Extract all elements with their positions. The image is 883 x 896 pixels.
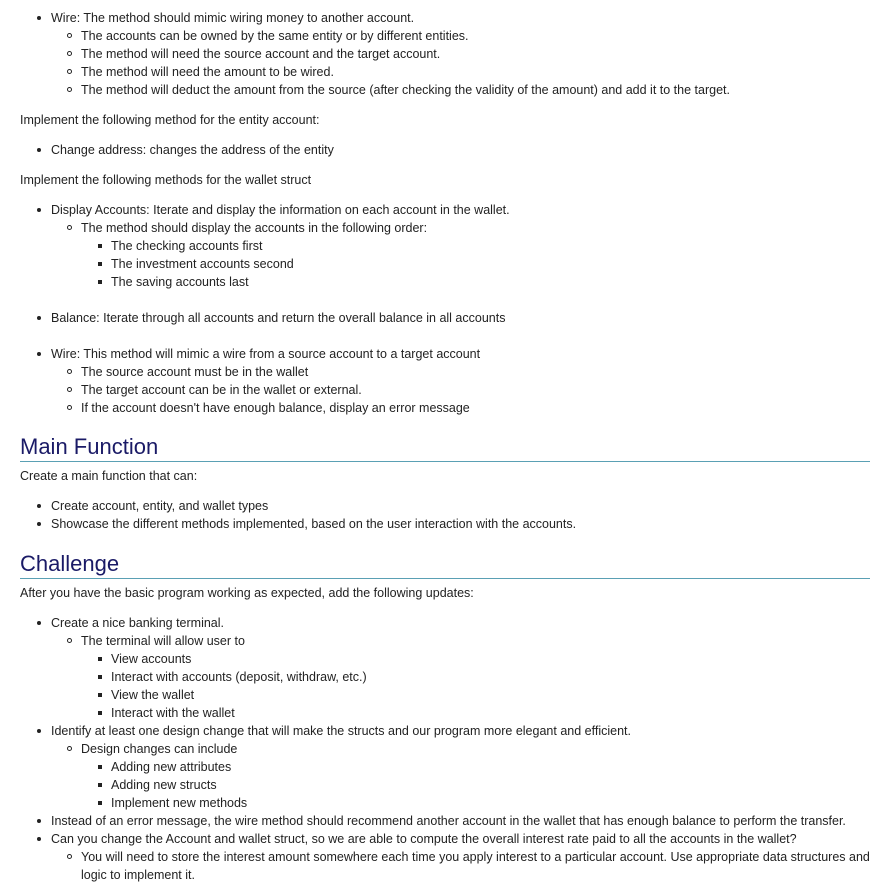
list-item: Change address: changes the address of the entity [20,141,870,159]
list-item: View accounts [81,650,870,668]
list-item: Instead of an error message, the wire method should recommend another account in the wallet that has enough balance to perform the transfer. [20,812,870,830]
entity-list [20,141,870,159]
list-item-text: Create a nice banking terminal. [51,616,225,630]
challenge-list [20,614,870,884]
list-item: If the account doesn't have enough balance, display an error message [51,399,870,417]
list-item: Balance: Iterate through all accounts and return the overall balance in all accounts [20,309,870,327]
list-item: The accounts can be owned by the same entity or by different entities. [51,27,870,45]
list-item-text: The method should display the accounts in the following order: [81,221,428,235]
challenge-heading: Challenge [20,551,870,579]
list-item: Interact with the wallet [81,704,870,722]
main-function-intro: Create a main function that can: [20,469,198,483]
list-item: The source account must be in the wallet [51,363,870,381]
list-item-text: Wire: This method will mimic a wire from a source account to a target account [51,347,481,361]
sub-sub-list [20,758,870,812]
list-item [20,345,870,417]
list-item [51,219,870,291]
list-item: Adding new structs [81,776,870,794]
list-item-text: Identify at least one design change that will make the structs and our program more elegant and efficient. [51,724,631,738]
list-item: You will need to store the interest amount somewhere each time you apply interest to a particular account. Use appropriate data structures and logic to implement it. [51,848,870,884]
list-item: The target account can be in the wallet or external. [51,381,870,399]
list-item: Create account, entity, and wallet types [20,497,870,515]
list-item [51,740,870,812]
sub-list [20,27,870,99]
list-item: The investment accounts second [81,255,870,273]
list-item [20,830,870,884]
wallet-wire-list [20,345,870,417]
list-item: Interact with accounts (deposit, withdraw, etc.) [81,668,870,686]
list-item: Showcase the different methods implemented, based on the user interaction with the accounts. [20,515,870,533]
list-item-text: Display Accounts: Iterate and display the information on each account in the wallet. [51,203,510,217]
list-item-text: Design changes can include [81,742,238,756]
list-item: Adding new attributes [81,758,870,776]
list-item-text: The terminal will allow user to [81,634,245,648]
list-item [20,9,870,99]
entity-intro: Implement the following method for the entity account: [20,113,320,127]
list-item-text: Can you change the Account and wallet struct, so we are able to compute the overall interest rate paid to all the accounts in the wallet? [51,832,797,846]
list-item: Implement new methods [81,794,870,812]
wallet-balance-list [20,309,870,327]
list-item: The method will need the source account and the target account. [51,45,870,63]
list-item [20,201,870,291]
main-function-heading: Main Function [20,434,870,462]
sub-list [20,740,870,812]
challenge-intro: After you have the basic program working as expected, add the following updates: [20,586,474,600]
list-item [51,632,870,722]
list-item: The saving accounts last [81,273,870,291]
wallet-intro: Implement the following methods for the wallet struct [20,173,312,187]
list-item: The method will need the amount to be wired. [51,63,870,81]
list-item: View the wallet [81,686,870,704]
sub-sub-list [20,650,870,722]
list-item: The checking accounts first [81,237,870,255]
wire-account-list [20,9,870,99]
sub-list [20,363,870,417]
sub-list [20,219,870,291]
wallet-display-list [20,201,870,291]
sub-list [20,632,870,722]
list-item [20,614,870,722]
main-function-list [20,497,870,533]
list-item-text: Wire: The method should mimic wiring money to another account. [51,11,415,25]
list-item: The method will deduct the amount from the source (after checking the validity of the amount) and add it to the target. [51,81,870,99]
sub-sub-list [20,237,870,291]
list-item [20,722,870,812]
document-body [20,9,870,884]
sub-list [20,848,870,884]
